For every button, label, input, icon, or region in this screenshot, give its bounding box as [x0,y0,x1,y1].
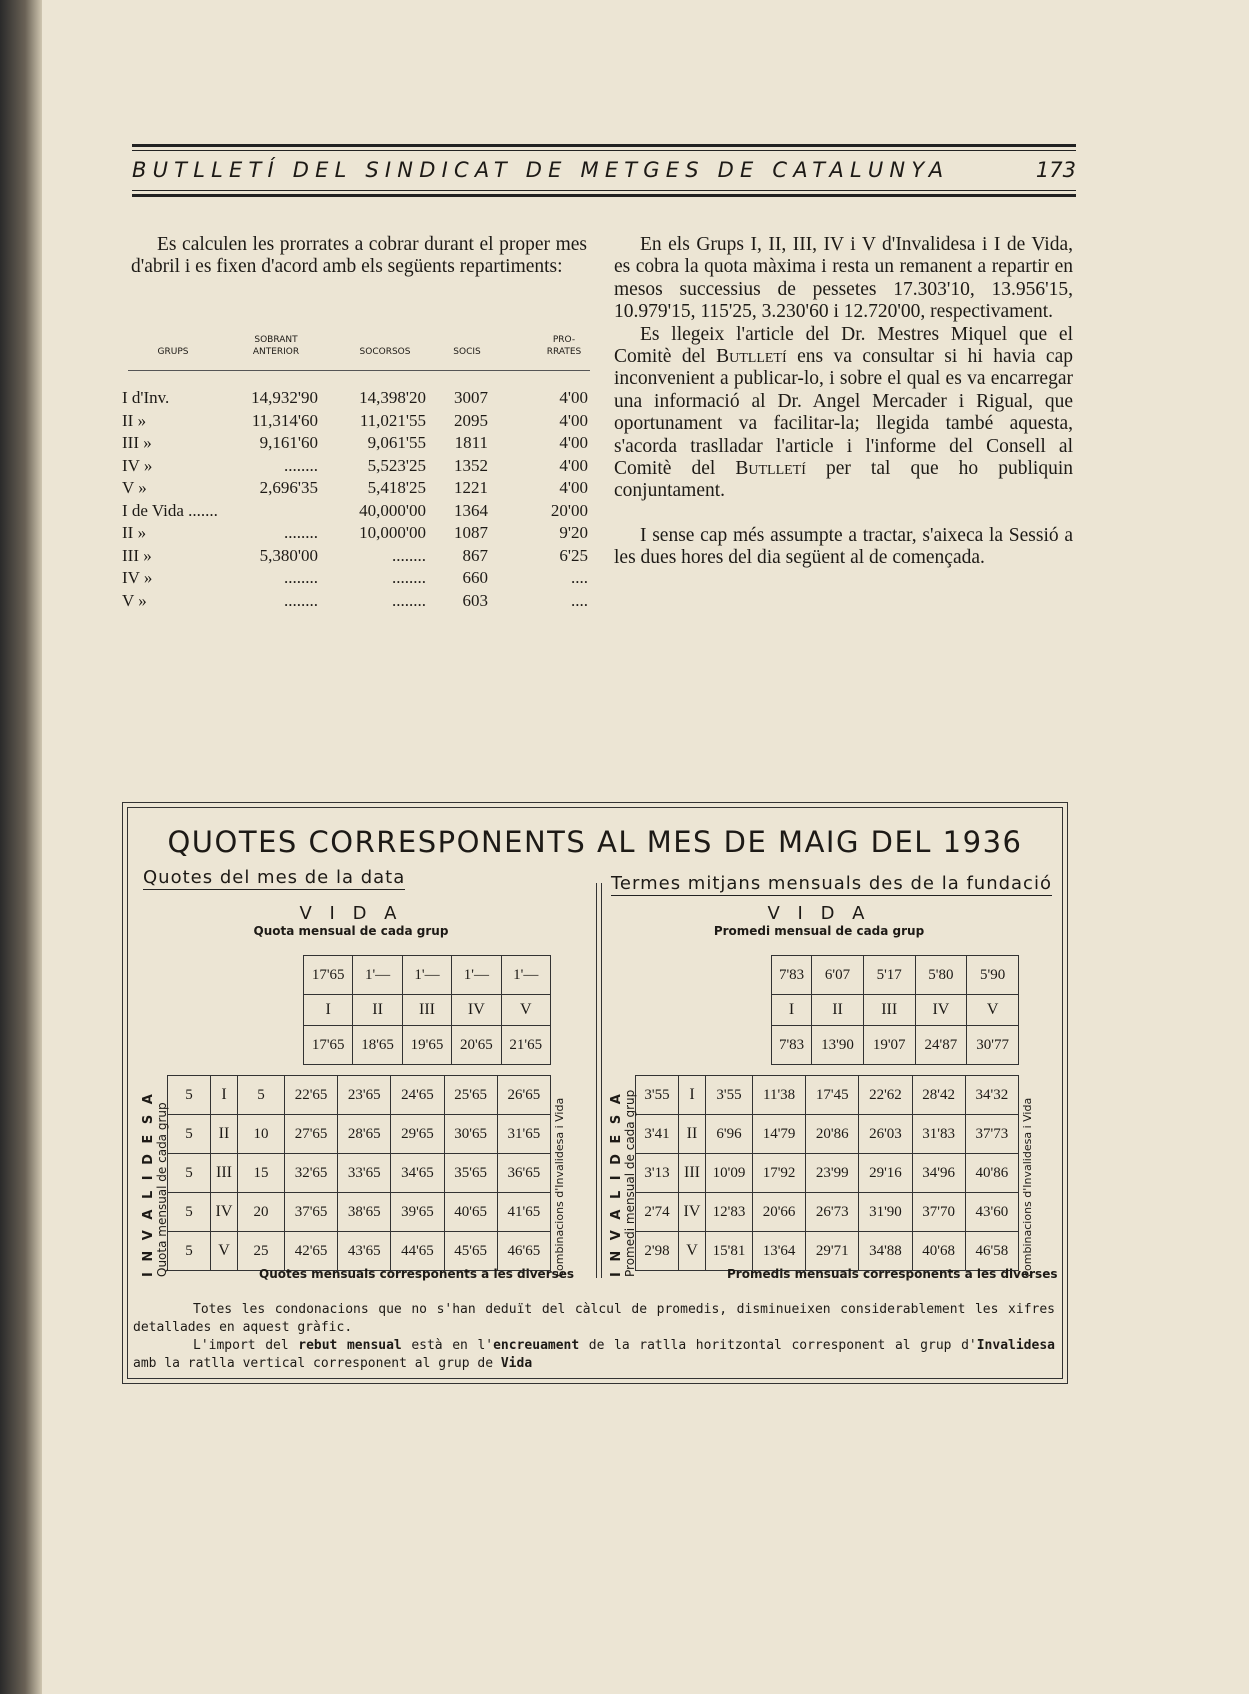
combination-cell: 17'45 [806,1076,859,1115]
prorrates-row [122,500,590,523]
prorrates-cell-socis: 603 [462,590,488,610]
prorrates-cell-grup: I d'Inv. [122,388,170,407]
vida-group-cell: III [402,995,451,1026]
vida-only-cell: 19'07 [863,1026,915,1065]
vida-group-cell: V [967,995,1019,1026]
combination-cell: 23'65 [338,1076,391,1115]
prorrates-cell-socis: 1811 [454,433,488,452]
combination-cell: 23'99 [806,1154,859,1193]
left-subtitle: Quotes del mes de la data [143,867,406,888]
invalidesa-cumulative-cell: 5 [238,1076,285,1115]
prorrates-row [122,410,590,433]
vida-only-cell: 7'83 [772,1026,812,1065]
invalidesa-group-cell: IV [679,1193,706,1232]
prorrates-cell-socis: 867 [462,545,488,565]
invalidesa-side-label: I N V A L I D E S A [141,1091,156,1277]
combination-cell: 45'65 [444,1232,497,1271]
combination-cell: 35'65 [444,1154,497,1193]
combination-cell: 22'62 [859,1076,912,1115]
vida-quota-cell: 1'— [452,956,501,995]
invalidesa-group-cell: III [679,1154,706,1193]
combination-cell: 31'83 [912,1115,965,1154]
vida-quota-cell: 1'— [501,956,550,995]
panel-divider-2 [601,883,602,1278]
invalidesa-group-cell: I [679,1076,706,1115]
combination-cell: 22'65 [285,1076,338,1115]
prorrates-cell-socorsos: 10,000'00 [359,523,426,542]
combination-cell: 24'65 [391,1076,444,1115]
note2-bold-invalidesa: Invalidesa [976,1338,1055,1353]
col-header-prorrates: PRO-RRATES [546,335,582,357]
prorrates-cell-sobrant: 2,696'35 [259,478,318,497]
combination-cell: 38'65 [338,1193,391,1232]
vida-only-cell: 19'65 [402,1026,451,1065]
combination-cell: 11'38 [753,1076,806,1115]
combination-cell: 29'65 [391,1115,444,1154]
col-header-socis: SOCIS [453,347,481,357]
invalidesa-quota-cell: 5 [168,1115,211,1154]
quotes-box [122,802,1068,1384]
combination-cell: 20'66 [753,1193,806,1232]
prorrates-cell-prorrata: 20'00 [550,500,588,520]
col-header-socorsos: SOCORSOS [359,347,411,357]
table-header-rule [128,370,590,371]
combination-cell: 40'65 [444,1193,497,1232]
combination-cell: 43'60 [965,1193,1018,1232]
combination-cell: 28'42 [912,1076,965,1115]
combination-cell: 27'65 [285,1115,338,1154]
prorrates-cell-socis: 1352 [454,455,488,475]
vida-only-cell: 21'65 [501,1026,550,1065]
invalidesa-cumulative-cell: 12'83 [706,1193,753,1232]
panel-footer: Quotes mensuals corresponents a les diverses [259,1267,575,1281]
prorrates-cell-prorrata: .... [571,568,588,587]
invalidesa-group-cell: II [211,1115,238,1154]
combinacions-side-label: combinacions d'Invalidesa i Vida [553,1097,566,1277]
article-paragraph [614,324,1073,503]
vida-quota-cell: 17'65 [304,956,353,995]
invalidesa-group-cell: V [211,1232,238,1271]
vida-subtitle: Promedi mensual de cada grup [713,924,925,938]
prorrates-cell-prorrata: 4'00 [559,478,588,497]
combination-cell: 37'65 [285,1193,338,1232]
col-header-grups: GRUPS [157,347,189,357]
vida-group-cell: IV [915,995,967,1026]
invalidesa-side-label: I N V A L I D E S A [609,1091,624,1277]
combination-cell: 34'65 [391,1154,444,1193]
header-rule-bottom-thin [132,190,1076,191]
combination-cell: 41'65 [497,1193,550,1232]
prorrates-cell-prorrata: 6'25 [559,545,588,565]
invalidesa-quota-cell: 5 [168,1154,211,1193]
vida-heading [609,903,1029,938]
prorrates-cell-sobrant: ........ [284,523,318,542]
article-text-c: per tal que ho publiquin conjuntament. [614,458,1073,502]
invalidesa-group-cell: II [679,1115,706,1154]
invalidesa-group-cell: V [679,1232,706,1271]
prorrates-row [122,455,590,478]
vida-only-cell: 17'65 [304,1026,353,1065]
prorrates-cell-grup: III » [122,433,152,452]
prorrates-row [122,568,590,590]
running-head [132,158,1076,182]
prorrates-cell-socis: 2095 [454,410,488,430]
invalidesa-quota-cell: 5 [168,1232,211,1271]
vida-quota-cell: 7'83 [772,956,812,995]
combination-cell: 40'86 [965,1154,1018,1193]
combination-cell: 32'65 [285,1154,338,1193]
combination-cell: 43'65 [338,1232,391,1271]
quota-side-label: Quota mensual de cada grup [155,1102,169,1277]
prorrates-cell-prorrata: 4'00 [559,433,588,452]
right-subtitle: Termes mitjans mensuals des de la fundació [611,873,1052,894]
combination-cell: 13'64 [753,1232,806,1271]
note2-bold-vida: Vida [500,1356,533,1371]
prorrates-row [122,545,590,568]
note2-bold-rebut: rebut mensual [298,1338,402,1353]
prorrates-cell-sobrant: 5,380'00 [259,545,318,565]
vida-only-cell: 20'65 [452,1026,501,1065]
combination-cell: 42'65 [285,1232,338,1271]
butlleti-smallcaps-2: Butlletí [735,458,806,480]
invalidesa-cumulative-cell: 6'96 [706,1115,753,1154]
note-import [133,1337,1055,1373]
combination-cell: 39'65 [391,1193,444,1232]
prorrates-cell-socorsos: 11,021'55 [359,410,426,430]
combination-cell: 46'65 [497,1232,550,1271]
combination-cell: 34'96 [912,1154,965,1193]
invalidesa-group-cell: I [211,1076,238,1115]
note2-e: amb la ratlla vertical corresponent al grup de [133,1356,501,1371]
combination-cell: 17'92 [753,1154,806,1193]
prorrates-cell-sobrant: ........ [284,455,318,475]
vida-only-cell: 13'90 [812,1026,864,1065]
prorrates-cell-sobrant: 9,161'60 [259,433,318,452]
combination-cell: 26'65 [497,1076,550,1115]
vida-quota-cell: 5'90 [967,956,1019,995]
vida-quota-cell: 1'— [402,956,451,995]
prorrates-cell-socorsos: ........ [392,568,426,587]
invalidesa-group-cell: IV [211,1193,238,1232]
intro-paragraph: Es calculen les prorrates a cobrar durant el proper mes d'abril i es fixen d'acord amb els següents repartiments: [131,234,587,278]
prorrates-row [122,478,590,500]
invalidesa-cumulative-cell: 25 [238,1232,285,1271]
prorrates-cell-grup: II » [122,410,147,430]
note2-bold-encreuament: encreuament [493,1338,580,1353]
right-panel [609,903,1058,1283]
invalidesa-quota-cell: 3'13 [636,1154,679,1193]
prorrates-cell-sobrant: 14,932'90 [251,388,318,407]
combination-table [167,1075,551,1271]
vida-group-cell: I [772,995,812,1026]
prorrates-cell-socorsos: 5,418'25 [367,478,426,497]
combination-cell: 34'88 [859,1232,912,1271]
prorrates-cell-socis: 660 [462,568,488,587]
vida-quota-cell: 1'— [353,956,402,995]
combination-cell: 20'86 [806,1115,859,1154]
vida-quota-cell: 5'80 [915,956,967,995]
article-text-a: Es llegeix l'article del Dr. Mestres Miquel que el Comitè del [614,323,1073,368]
invalidesa-group-cell: III [211,1154,238,1193]
vida-title: V I D A [299,903,403,924]
vida-subtitle: Quota mensual de cada grup [253,924,449,938]
left-panel [141,903,575,1283]
left-column [131,234,587,279]
quota-side-label: Promedi mensual de cada grup [623,1089,637,1277]
invalidesa-cumulative-cell: 15 [238,1154,285,1193]
prorrates-cell-socorsos: 40,000'00 [359,500,426,520]
note-condonacions: Totes les condonacions que no s'han deduït del càlcul de promedis, disminueixen considerablement les xifres detallades en aquest gràfic. [133,1302,1055,1335]
prorrates-cell-prorrata: 9'20 [559,523,588,542]
invalidesa-quota-cell: 2'74 [636,1193,679,1232]
note2-a: L'import del [193,1338,299,1353]
page-edge-shadow [0,0,42,1694]
combination-cell: 14'79 [753,1115,806,1154]
combination-cell: 31'65 [497,1115,550,1154]
vida-only-cell: 24'87 [915,1026,967,1065]
vida-title: V I D A [767,903,871,924]
prorrates-cell-grup: I de Vida ....... [122,500,218,520]
vida-only-cell: 30'77 [967,1026,1019,1065]
prorrates-cell-sobrant: ........ [284,590,318,610]
prorrates-cell-grup: IV » [122,455,153,475]
invalidesa-quota-cell: 5 [168,1193,211,1232]
prorrates-cell-prorrata: 4'00 [559,455,588,475]
note2-c: està en l' [401,1338,494,1353]
combination-cell: 37'73 [965,1115,1018,1154]
invalidesa-cumulative-cell: 20 [238,1193,285,1232]
invalidesa-quota-cell: 3'55 [636,1076,679,1115]
vida-group-cell: III [863,995,915,1026]
col-header-sobrant: SOBRANT ANTERIOR [252,335,300,357]
combination-cell: 37'70 [912,1193,965,1232]
prorrates-cell-socorsos: 9,061'55 [367,433,426,452]
combination-cell: 28'65 [338,1115,391,1154]
combination-cell: 40'68 [912,1232,965,1271]
prorrates-cell-grup: III » [122,545,152,565]
combinacions-side-label: combinacions d'Invalidesa i Vida [1021,1097,1034,1277]
combination-cell: 33'65 [338,1154,391,1193]
prorrates-cell-socis: 1364 [454,500,488,520]
combination-cell: 36'65 [497,1154,550,1193]
prorrates-cell-sobrant: ........ [284,568,318,587]
prorrates-cell-prorrata: 4'00 [559,410,588,430]
prorrates-cell-grup: IV » [122,568,153,587]
invalidesa-cumulative-cell: 3'55 [706,1076,753,1115]
running-title: BUTLLETÍ DEL SINDICAT DE METGES DE CATALUNYA [132,158,950,182]
combination-cell: 29'71 [806,1232,859,1271]
vida-group-cell: I [304,995,353,1026]
prorrates-cell-socorsos: 5,523'25 [367,455,426,475]
invalidesa-quota-cell: 2'98 [636,1232,679,1271]
closing-paragraph: I sense cap més assumpte a tractar, s'aixeca la Sessió a les dues hores del dia següent al de començada. [614,524,1073,569]
butlleti-smallcaps-1: Butlletí [716,346,787,368]
prorrates-cell-socorsos: ........ [392,590,426,610]
invalidesa-cumulative-cell: 10'09 [706,1154,753,1193]
header-rule-top-thin [132,150,1076,151]
panel-divider [596,883,597,1278]
vida-heading [141,903,561,938]
prorrates-cell-socorsos: ........ [392,545,426,565]
prorrates-cell-socis: 3007 [454,388,488,407]
prorrates-cell-grup: V » [122,590,147,610]
prorrates-row [122,523,590,545]
prorrates-cell-prorrata: 4'00 [559,388,588,407]
vida-only-cell: 18'65 [353,1026,402,1065]
invalidesa-quota-cell: 5 [168,1076,211,1115]
vida-group-cell: V [501,995,550,1026]
vida-quota-table [303,955,551,1065]
prorrates-cell-socis: 1221 [454,478,488,497]
combination-table [635,1075,1019,1271]
combination-cell: 26'03 [859,1115,912,1154]
notes [133,1301,1055,1373]
combination-cell: 29'16 [859,1154,912,1193]
combination-cell: 31'90 [859,1193,912,1232]
vida-quota-cell: 6'07 [812,956,864,995]
page-number: 173 [1035,158,1076,182]
right-column [614,234,1073,570]
prorrates-cell-socorsos: 14,398'20 [359,388,426,407]
prorrates-cell-prorrata: .... [571,590,588,610]
vida-quota-cell: 5'17 [863,956,915,995]
vida-quota-table [771,955,1019,1065]
prorrates-cell-grup: II » [122,523,147,542]
prorrates-cell-socis: 1087 [454,523,488,542]
note2-d: de la ratlla horitzontal corresponent al grup d' [579,1338,977,1353]
prorrates-cell-sobrant: 11,314'60 [251,410,318,430]
vida-group-cell: II [353,995,402,1026]
vida-group-cell: IV [452,995,501,1026]
invalidesa-cumulative-cell: 10 [238,1115,285,1154]
remanent-paragraph: En els Grups I, II, III, IV i V d'Invalidesa i I de Vida, es cobra la quota màxima i resta un remanent a repartir en mesos successius de pessetes 17.303'10, 13.956'15, 10.979'15, 115'25, 3.230'60 i 12.720'00, respectivament. [614,234,1073,323]
combination-cell: 46'58 [965,1232,1018,1271]
prorrates-row [122,433,590,455]
prorrates-row [122,388,590,410]
header-rule-top [132,144,1076,147]
combination-cell: 25'65 [444,1076,497,1115]
vida-group-cell: II [812,995,864,1026]
prorrates-cell-grup: V » [122,478,147,497]
combination-cell: 44'65 [391,1232,444,1271]
combination-cell: 30'65 [444,1115,497,1154]
invalidesa-quota-cell: 3'41 [636,1115,679,1154]
panel-footer: Promedis mensuals corresponents a les diverses [727,1267,1058,1281]
combination-cell: 34'32 [965,1076,1018,1115]
article-text-b: ens va consultar si hi havia cap inconvenient a publicar-lo, i sobre el qual es va encarregar una informació al Dr. Angel Mercader i Rigual, que oportunament va facilitar-la; llegida també aquesta, s'acorda traslladar l'article i l'informe del Consell al Comitè del [614,346,1073,480]
header-rule-bottom [132,194,1076,197]
invalidesa-cumulative-cell: 15'81 [706,1232,753,1271]
combination-cell: 26'73 [806,1193,859,1232]
prorrates-row [122,590,590,613]
quotes-title: QUOTES CORRESPONENTS AL MES DE MAIG DEL 1936 [167,825,1023,859]
